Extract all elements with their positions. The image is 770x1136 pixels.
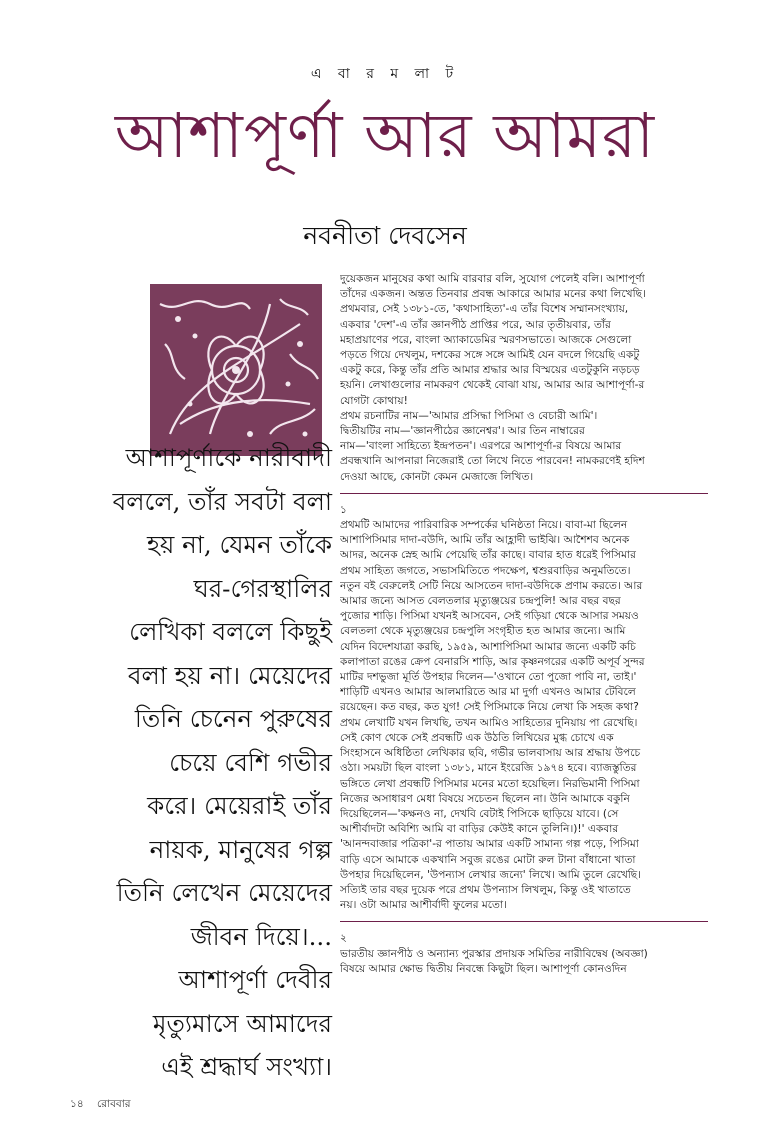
text-line: যোগটা কোথায়!	[340, 394, 408, 407]
pull-quote-line: বলা হয় না। মেয়েদের	[127, 660, 332, 690]
section-2-text	[340, 947, 708, 977]
text-line: সিংহাসনে অধিষ্ঠিতা লেখিকার ছবি, গভীর ভালবাসায় আর শ্রদ্ধায় উপচে	[340, 747, 641, 760]
section-divider	[340, 493, 708, 494]
text-line: প্রথম লেখাটি যখন লিখছি, তখন আমিও সাহিত্যের দুনিয়ায় পা রেখেছি।	[340, 716, 638, 729]
author-name: নবনীতা দেবসেন	[303, 221, 467, 250]
text-line: একটু করে, কিন্তু তাঁর প্রতি আমার শ্রদ্ধার আর বিস্ময়ের এতটুকুনি নড়চড়	[340, 364, 640, 377]
pull-quote-line: লেখিকা বললে কিছুই	[129, 617, 332, 646]
pull-quote-line: মৃত্যুমাসে আমাদের	[152, 1008, 332, 1038]
text-line: ভারতীয় জ্ঞানপীঠ ও অন্যান্য পুরস্কার প্রদায়ক সমিতির নারীবিদ্বেষ (অবজ্ঞা)	[340, 947, 648, 960]
text-line: নয়। ওটা আমার আশীর্বাদী ফুলের মতো।	[340, 899, 507, 912]
text-line: প্রথম সাহিত্য জগতে, সভাসমিতিতে পদক্ষেপ, শ্বশুরবাড়ির অনুমতিতে।	[340, 564, 631, 577]
text-line: 'আনন্দবাজার পত্রিকা'-র পাতায় আমার একটি সামান্য গল্প পড়ে, পিসিমা	[340, 838, 639, 851]
text-line: দুয়েকজন মানুষের কথা আমি বারবার বলি, সুযোগ পেলেই বলি। আশাপূর্ণা	[340, 273, 645, 285]
text-line: প্রথম রচনাটির নাম—'আমার প্রসিদ্ধা পিসিমা ও বেচারী আমি'।	[340, 409, 598, 422]
text-line: দেওয়া আছে, কোনটা কেমন মেজাজে লিখিত।	[340, 470, 534, 483]
intro-paragraph	[340, 272, 708, 485]
pull-quote-line: জীবন দিয়ে।...	[190, 921, 332, 951]
text-line: ভঙ্গিতে লেখা প্রবন্ধটি পিসিমার মনের মতো হয়েছিল। নিরভিমানী পিসিমা	[340, 777, 640, 790]
pull-quote-line: আশাপূর্ণা দেবীর	[178, 965, 332, 994]
text-line: নতুন বই বেরুলেই সেটি নিয়ে আসতেন দাদা-বউদিকে প্রণাম করতে। আর	[340, 579, 643, 592]
text-line: একবার 'দেশ'-এ তাঁর জ্ঞানপীঠ প্রাপ্তির পরে, আর তৃতীয়বার, তাঁর	[340, 318, 611, 331]
text-line: তাঁদের একজন। অন্তত তিনবার প্রবন্ধ আকারে আমার মনের কথা লিখেছি।	[340, 288, 646, 301]
text-line: হয়নি। লেখাগুলোর নামকরণ থেকেই বোঝা যায়, আমার আর আশাপূর্ণা-র	[340, 379, 645, 392]
section-name: রোববার	[96, 1098, 131, 1110]
kicker: এ বা র ম লা ট	[310, 66, 460, 82]
text-line: ওঠা। সময়টা ছিল বাংলা ১৩৮১, মানে ইংরেজি ১৯৭৪ হবে। ব্যাজস্তুতির	[340, 762, 637, 775]
text-line: পড়তে গিয়ে দেখলুম, দশকের সঙ্গে সঙ্গে আমিই যেন বদলে গিয়েছি একটু	[340, 349, 640, 362]
pull-quote-line: এই শ্রদ্ধার্ঘ সংখ্যা।	[161, 1052, 332, 1081]
pull-quote-line: তিনি লেখেন মেয়েদের	[116, 878, 332, 907]
flower-motif-icon	[150, 284, 322, 456]
text-line: প্রথমবার, সেই ১৩৮১-তে, 'কথাসাহিত্য'-এ তাঁর বিশেষ সম্মানসংখ্যায়,	[340, 303, 629, 316]
text-line: উপহার দিয়েছিলেন, 'উপন্যাস লেখার জন্যে' লিখে। আমি তুলে রেখেছি।	[340, 868, 642, 881]
text-line: বিষয়ে আমার ক্ষোভ দ্বিতীয় নিবন্ধে কিছুটা ছিল। আশাপূর্ণা কোনওদিন	[340, 962, 627, 975]
text-line: কলাপাতা রঙের ক্রেপ বেনারসি শাড়ি, আর কৃষ্ণনগরের একটি অপূর্ব সুন্দর	[340, 655, 645, 668]
page-folio	[70, 1097, 141, 1114]
pull-quote-line: ঘর-গেরস্থালির	[193, 573, 332, 603]
pull-quote-line: আশাপূর্ণাকে নারীবাদী	[125, 443, 332, 472]
text-line: সত্যিই তার বছর দুয়েক পরে প্রথম উপন্যাস লিখলুম, কিন্তু ওই খাতাতে	[340, 883, 631, 896]
pull-quote-line: তিনি চেনেন পুরুষের	[134, 704, 332, 733]
text-line: প্রবন্ধখানি আপনারা নিজেরাই তো লিখে নিতে পারবেন! নামকরণেই হদিশ	[340, 455, 645, 468]
text-line: সেই কোণ থেকে সেই প্রবন্ধটি এক উঠতি লিখিয়ের মুগ্ধ চোখে এক	[340, 731, 614, 744]
section-number: ১	[340, 503, 347, 516]
text-line: রয়েছেন। কত বছর, কত যুগ! সেই পিসিমাকে নিয়ে লেখা কি সহজ কথা?	[340, 701, 639, 714]
pull-quote-line: হয় না, যেমন তাঁকে	[147, 530, 332, 559]
text-line: বেলতলা থেকে মৃত্যুঞ্জয়ের চন্দ্রপুলি সংগৃহীত হত আমার জন্যে। আমি	[340, 625, 626, 638]
decorative-motif	[150, 284, 322, 456]
pull-quote-line: বললে, তাঁর সবটা বলা	[112, 486, 332, 516]
section-divider	[340, 921, 708, 922]
pull-quote-line: করে। মেয়েরাই তাঁর	[147, 791, 332, 820]
text-line: দ্বিতীয়টির নাম—'জ্ঞানপীঠের জ্ঞানেশ্বর'। আর তিন নাম্বারের	[340, 425, 585, 438]
text-line: দিয়েছিলেন—'কক্ষনও না, দেখবি বেটাই পিসিকে ছাড়িয়ে যাবে। (সে	[340, 807, 619, 820]
text-line: বাড়ি এসে আমাকে একখানি সবুজ রঙের মোটা রুল টানা বাঁধানো খাতা	[340, 853, 636, 866]
pull-quote-line: চেয়ে বেশি গভীর	[169, 747, 332, 777]
text-line: পুজোর শাড়ি। পিসিমা যখনই আসবেন, সেই গড়িয়া থেকে আসার সময়ও	[340, 610, 639, 623]
page-number: ১৪	[70, 1098, 84, 1110]
text-line: মহাপ্রয়াণের পরে, বাংলা অ্যাকাডেমির স্মরণসভাতে। আজকে সেগুলো	[340, 333, 632, 346]
pull-quote	[62, 436, 332, 1089]
text-line: যেদিন বিদেশযাত্রা করছি, ১৯৫৯, আশাপিসিমা আমার জন্যে একটি কচি	[340, 640, 636, 653]
text-line: নিজের অসাধারণ মেধা বিষয়ে সচেতন ছিলেন না। উনি আমাকে বকুনি	[340, 792, 630, 805]
text-line: প্রথমটি আমাদের পারিবারিক সম্পর্কের ঘনিষ্ঠতা নিয়ে। বাবা-মা ছিলেন	[340, 519, 628, 532]
article-title: আশাপূর্ণা আর আমরা	[114, 99, 656, 172]
article-body	[340, 272, 708, 977]
text-line: আশাপিসিমার দাদা-বউদি, আমি তাঁর আহ্লাদী ভাইঝি। আশৈশব অনেক	[340, 534, 630, 547]
text-line: আদর, অনেক স্নেহ আমি পেয়েছি তাঁর কাছে। বাবার হাত ধরেই পিসিমার	[340, 549, 636, 562]
text-line: মাটির দশভুজা মূর্তি উপহার দিলেন—'ওখানে তো পুজো পাবি না, তাই।'	[340, 671, 637, 684]
section-1-text	[340, 518, 708, 913]
section-number: ২	[340, 932, 347, 945]
text-line: নাম—'বাংলা সাহিত্যে ইন্দ্রপতন'। এরপরে আশাপূর্ণা-র বিষয়ে আমার	[340, 440, 622, 453]
text-line: শাড়িটি এখনও আমার আলমারিতে আর মা দুর্গা এখনও আমার টেবিলে	[340, 686, 636, 699]
pull-quote-line: নায়ক, মানুষের গল্প	[149, 834, 332, 864]
text-line: আশীর্বাদটা অবিশ্যি আমি বা বাড়ির কেউই কানে তুলিনি।)!' একবার	[340, 823, 619, 836]
text-line: আমার জন্যে আসত বেলতলার মৃত্যুঞ্জয়ের চন্দ্রপুলি! আর বছর বছর	[340, 595, 621, 608]
